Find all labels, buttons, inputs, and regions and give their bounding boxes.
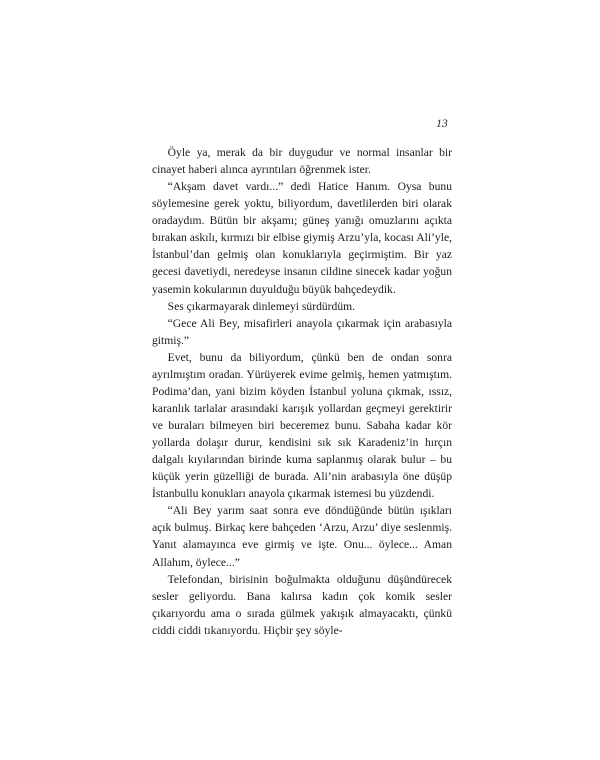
paragraph: “Gece Ali Bey, misafirleri anayola çıkarmak için arabasıyla gitmiş.” — [152, 316, 452, 347]
paragraph: Telefondan, birisinin boğulmakta olduğunu düşündürecek sesler geliyordu. Bana kalırsa kadın çok komik sesler çıkarıyordu ama o sırada gülmek yakışık almayacaktı, çünkü ciddi ciddi tıkanıyordu. Hiçbir şey söyle- — [152, 572, 452, 637]
paragraph: Ses çıkarmayarak dinlemeyi sürdürdüm. — [167, 299, 356, 313]
paragraph: Evet, bunu da biliyordum, çünkü ben de ondan sonra ayrılmıştım oradan. Yürüyerek evime gelmiş, hemen yatmıştım. Podima’dan, yani bizim köyden İstanbul yoluna çıkmak, ıssız, karanlık tarlalar arasındaki karışık yollardan geçmeyi gerektirir ve buraları bilmeyen biri beceremez bunu. Sabaha kadar kör yollarda dolaşır durur, kendisini sık sık Karadeniz’in hırçın dalgalı kıyılarından birinde kuma saplanmış olarak bulur – bu küçük yerin güzelliği de burada. Ali’nin arabasıyla öne düşüp İstanbullu konukları anayola çıkarmak istemesi bu yüzdendi. — [152, 350, 452, 501]
paragraph: Öyle ya, merak da bir duygudur ve normal insanlar bir cinayet haberi alınca ayrıntıları öğrenmek ister. — [152, 146, 452, 177]
body-text-column — [152, 144, 452, 639]
paragraph: “Ali Bey yarım saat sonra eve döndüğünde bütün ışıkları açık bulmuş. Birkaç kere bahçeden ‘Arzu, Arzu’ diye seslenmiş. Yanıt alamayınca eve girmiş ve işte. Onu... öylece... Aman Allahım, öylece...” — [152, 504, 452, 569]
paragraph: “Akşam davet vardı...” dedi Hatice Hanım. Oysa bunu söylemesine gerek yoktu, biliyordum, davetlilerden biri olarak oradaydım. Bütün bir akşamı; güneş yanığı omuzlarını açıkta bırakan askılı, kırmızı bir elbise giymiş Arzu’yla, kocası Ali’yle, İstanbul’dan gelmiş olan konuklarıyla geçirmiştim. Bir yaz gecesi davetiydi, neredeyse insanın cildine sinecek kadar yoğun yasemin kokularının duyulduğu büyük bahçedeydik. — [152, 180, 452, 296]
page-number: 13 — [436, 118, 448, 130]
